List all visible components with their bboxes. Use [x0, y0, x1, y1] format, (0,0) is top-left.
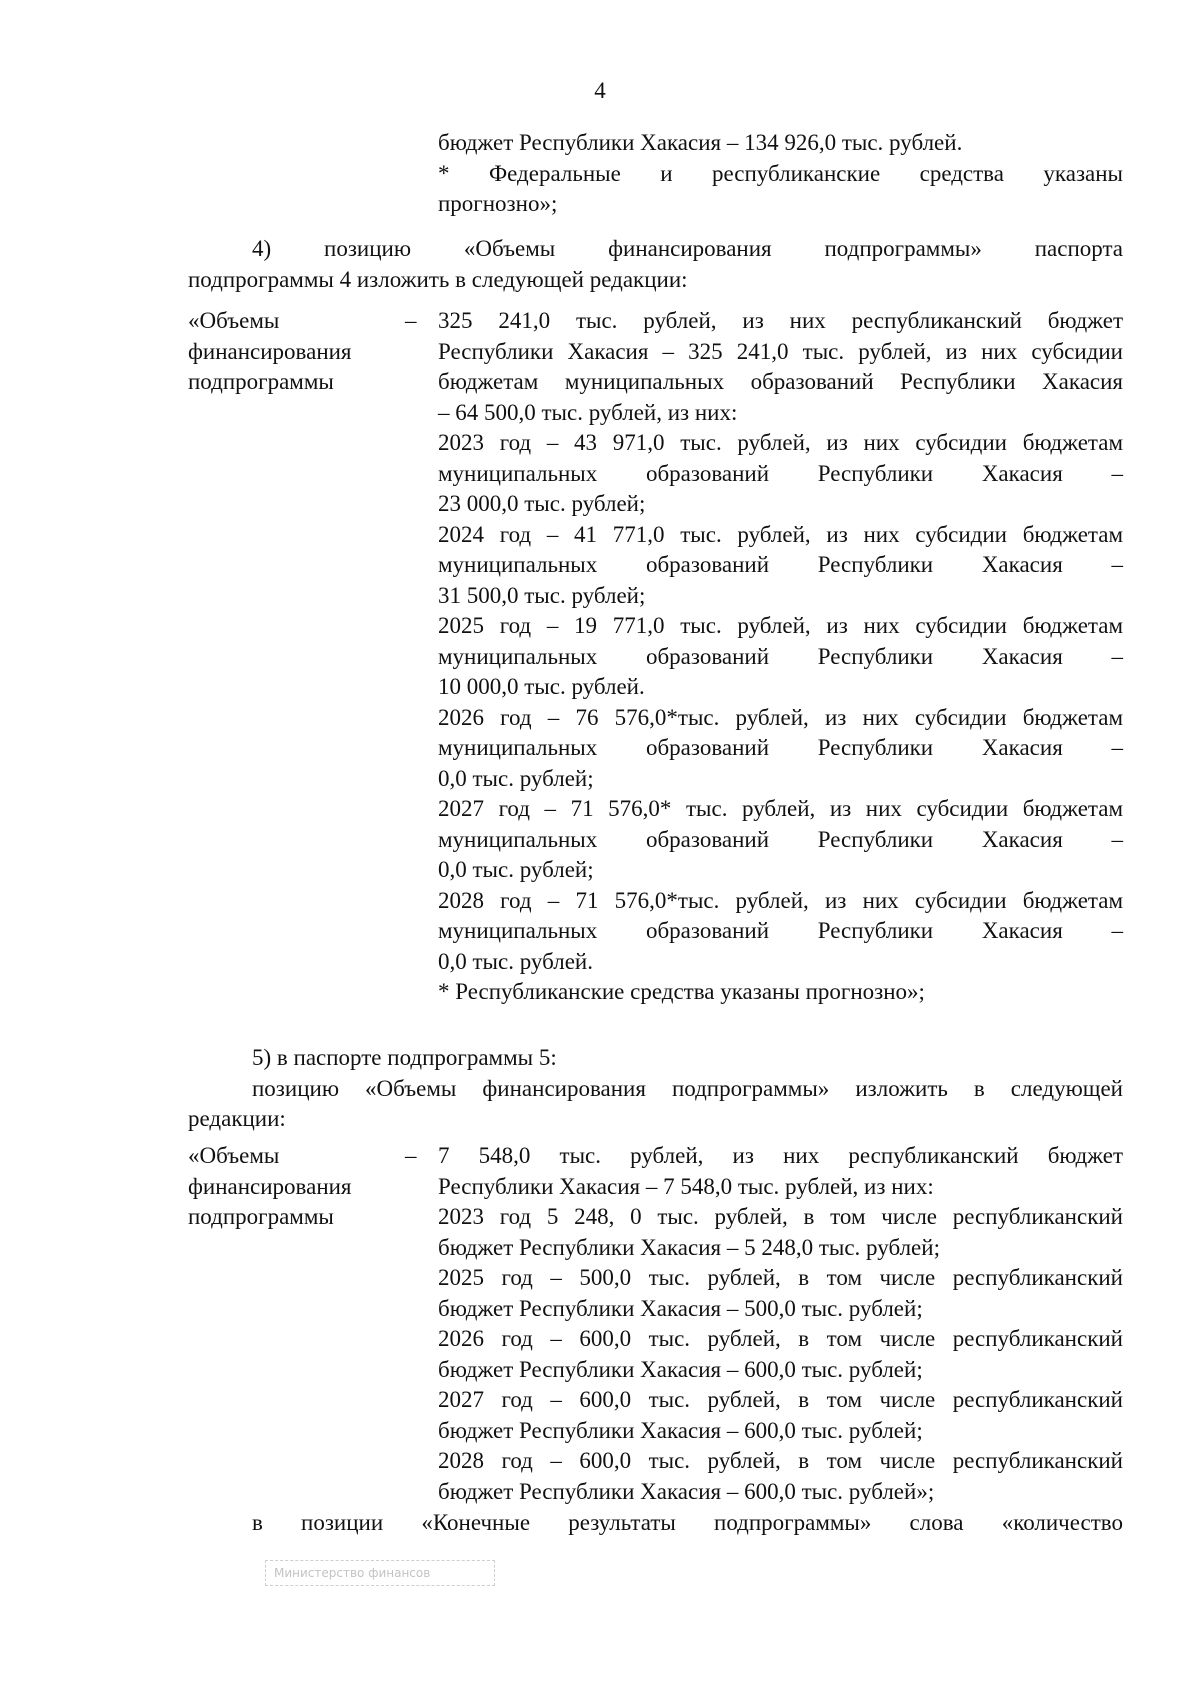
table5-label [188, 1141, 352, 1233]
table5-line: 7 548,0 тыс. рублей, из них республиканский бюджет [438, 1143, 1123, 1168]
item4-line-1: 4) позицию «Объемы финансирования подпрограммы» паспорта [252, 236, 1123, 261]
table4-line: 2028 год – 71 576,0*тыс. рублей, из них субсидии бюджетам [438, 887, 1123, 913]
table5-line: 2026 год – 600,0 тыс. рублей, в том числе республиканский [438, 1326, 1123, 1351]
table4-line: 0,0 тыс. рублей; [438, 765, 594, 791]
table4-line: 2026 год – 76 576,0*тыс. рублей, из них субсидии бюджетам [438, 704, 1123, 730]
table4-line: муниципальных образований Республики Хакасия – [438, 918, 1123, 943]
table4-line: 23 000,0 тыс. рублей; [438, 491, 646, 516]
table4-line: Республики Хакасия – 325 241,0 тыс. рублей, из них субсидии [438, 338, 1123, 364]
table4-line: 2027 год – 71 576,0* тыс. рублей, из них субсидии бюджетам [438, 796, 1123, 821]
item5-line-2: позицию «Объемы финансирования подпрограммы» изложить в следующей [252, 1075, 1123, 1101]
item5-line-1: 5) в паспорте подпрограммы 5: [252, 1045, 557, 1070]
table4-label-1: «Объемы [188, 308, 280, 333]
table4-line: 31 500,0 тыс. рублей; [438, 582, 646, 608]
table4-line: 2023 год – 43 971,0 тыс. рублей, из них субсидии бюджетам [438, 430, 1123, 455]
table4-line: муниципальных образований Республики Хакасия – [438, 552, 1123, 577]
intro-line-2: * Федеральные и республиканские средства указаны [438, 160, 1123, 186]
table4-line: * Республиканские средства указаны прогнозно»; [438, 979, 925, 1004]
table4-line: – 64 500,0 тыс. рублей, из них: [438, 399, 738, 425]
table5-line: бюджет Республики Хакасия – 500,0 тыс. рублей; [438, 1295, 923, 1321]
table5-line: 2027 год – 600,0 тыс. рублей, в том числе республиканский [438, 1387, 1123, 1412]
intro-line-3: прогнозно»; [438, 191, 558, 216]
item5-line-3: редакции: [188, 1106, 286, 1131]
table5-line: 2025 год – 500,0 тыс. рублей, в том числе республиканский [438, 1265, 1123, 1290]
table5-line: бюджет Республики Хакасия – 5 248,0 тыс. рублей; [438, 1234, 940, 1260]
table4-line: 2024 год – 41 771,0 тыс. рублей, из них субсидии бюджетам [438, 521, 1123, 547]
table4-line: муниципальных образований Республики Хакасия – [438, 460, 1123, 486]
table4-line: муниципальных образований Республики Хакасия – [438, 826, 1123, 852]
table5-label-1: «Объемы [188, 1143, 280, 1168]
table4-line: муниципальных образований Республики Хакасия – [438, 643, 1123, 669]
table4-label-2: финансирования [188, 338, 352, 364]
stamp: Министерство финансов [265, 1560, 495, 1586]
table4-label-3: подпрограммы [188, 369, 334, 394]
table5-line: 2023 год 5 248, 0 тыс. рублей, в том числе республиканский [438, 1204, 1123, 1229]
intro-block [438, 128, 1123, 220]
final-line: в позиции «Конечные результаты подпрограммы» слова «количество [252, 1510, 1123, 1535]
table5-label-3: подпрограммы [188, 1204, 334, 1229]
item4-paragraph [188, 234, 1123, 295]
table4-value [438, 306, 1123, 1008]
table5-dash: – [405, 1143, 417, 1168]
table5-line: бюджет Республики Хакасия – 600,0 тыс. рублей; [438, 1417, 923, 1443]
table5-line: бюджет Республики Хакасия – 600,0 тыс. рублей»; [438, 1478, 935, 1504]
table5-line: Республики Хакасия – 7 548,0 тыс. рублей, из них: [438, 1173, 934, 1199]
table5-value [438, 1141, 1123, 1507]
table4-line: 0,0 тыс. рублей. [438, 948, 593, 974]
item4-line-2: подпрограммы 4 изложить в следующей редакции: [188, 266, 688, 292]
final-paragraph [188, 1508, 1123, 1539]
table4-line: бюджетам муниципальных образований Республики Хакасия [438, 369, 1123, 394]
table4-line: 2025 год – 19 771,0 тыс. рублей, из них субсидии бюджетам [438, 613, 1123, 638]
item5-paragraph [188, 1043, 1123, 1135]
table4-line: 325 241,0 тыс. рублей, из них республиканский бюджет [438, 308, 1123, 333]
table5-line: бюджет Республики Хакасия – 600,0 тыс. рублей; [438, 1356, 923, 1382]
table4-line: 0,0 тыс. рублей; [438, 857, 594, 882]
intro-line-1: бюджет Республики Хакасия – 134 926,0 тыс. рублей. [438, 130, 963, 155]
table4-line: муниципальных образований Республики Хакасия – [438, 735, 1123, 760]
table4-line: 10 000,0 тыс. рублей. [438, 674, 645, 699]
table5-label-2: финансирования [188, 1173, 352, 1199]
table4-label [188, 306, 352, 398]
page-number: 4 [594, 78, 606, 103]
table5-line: 2028 год – 600,0 тыс. рублей, в том числе республиканский [438, 1448, 1123, 1473]
table4-dash: – [405, 308, 417, 333]
